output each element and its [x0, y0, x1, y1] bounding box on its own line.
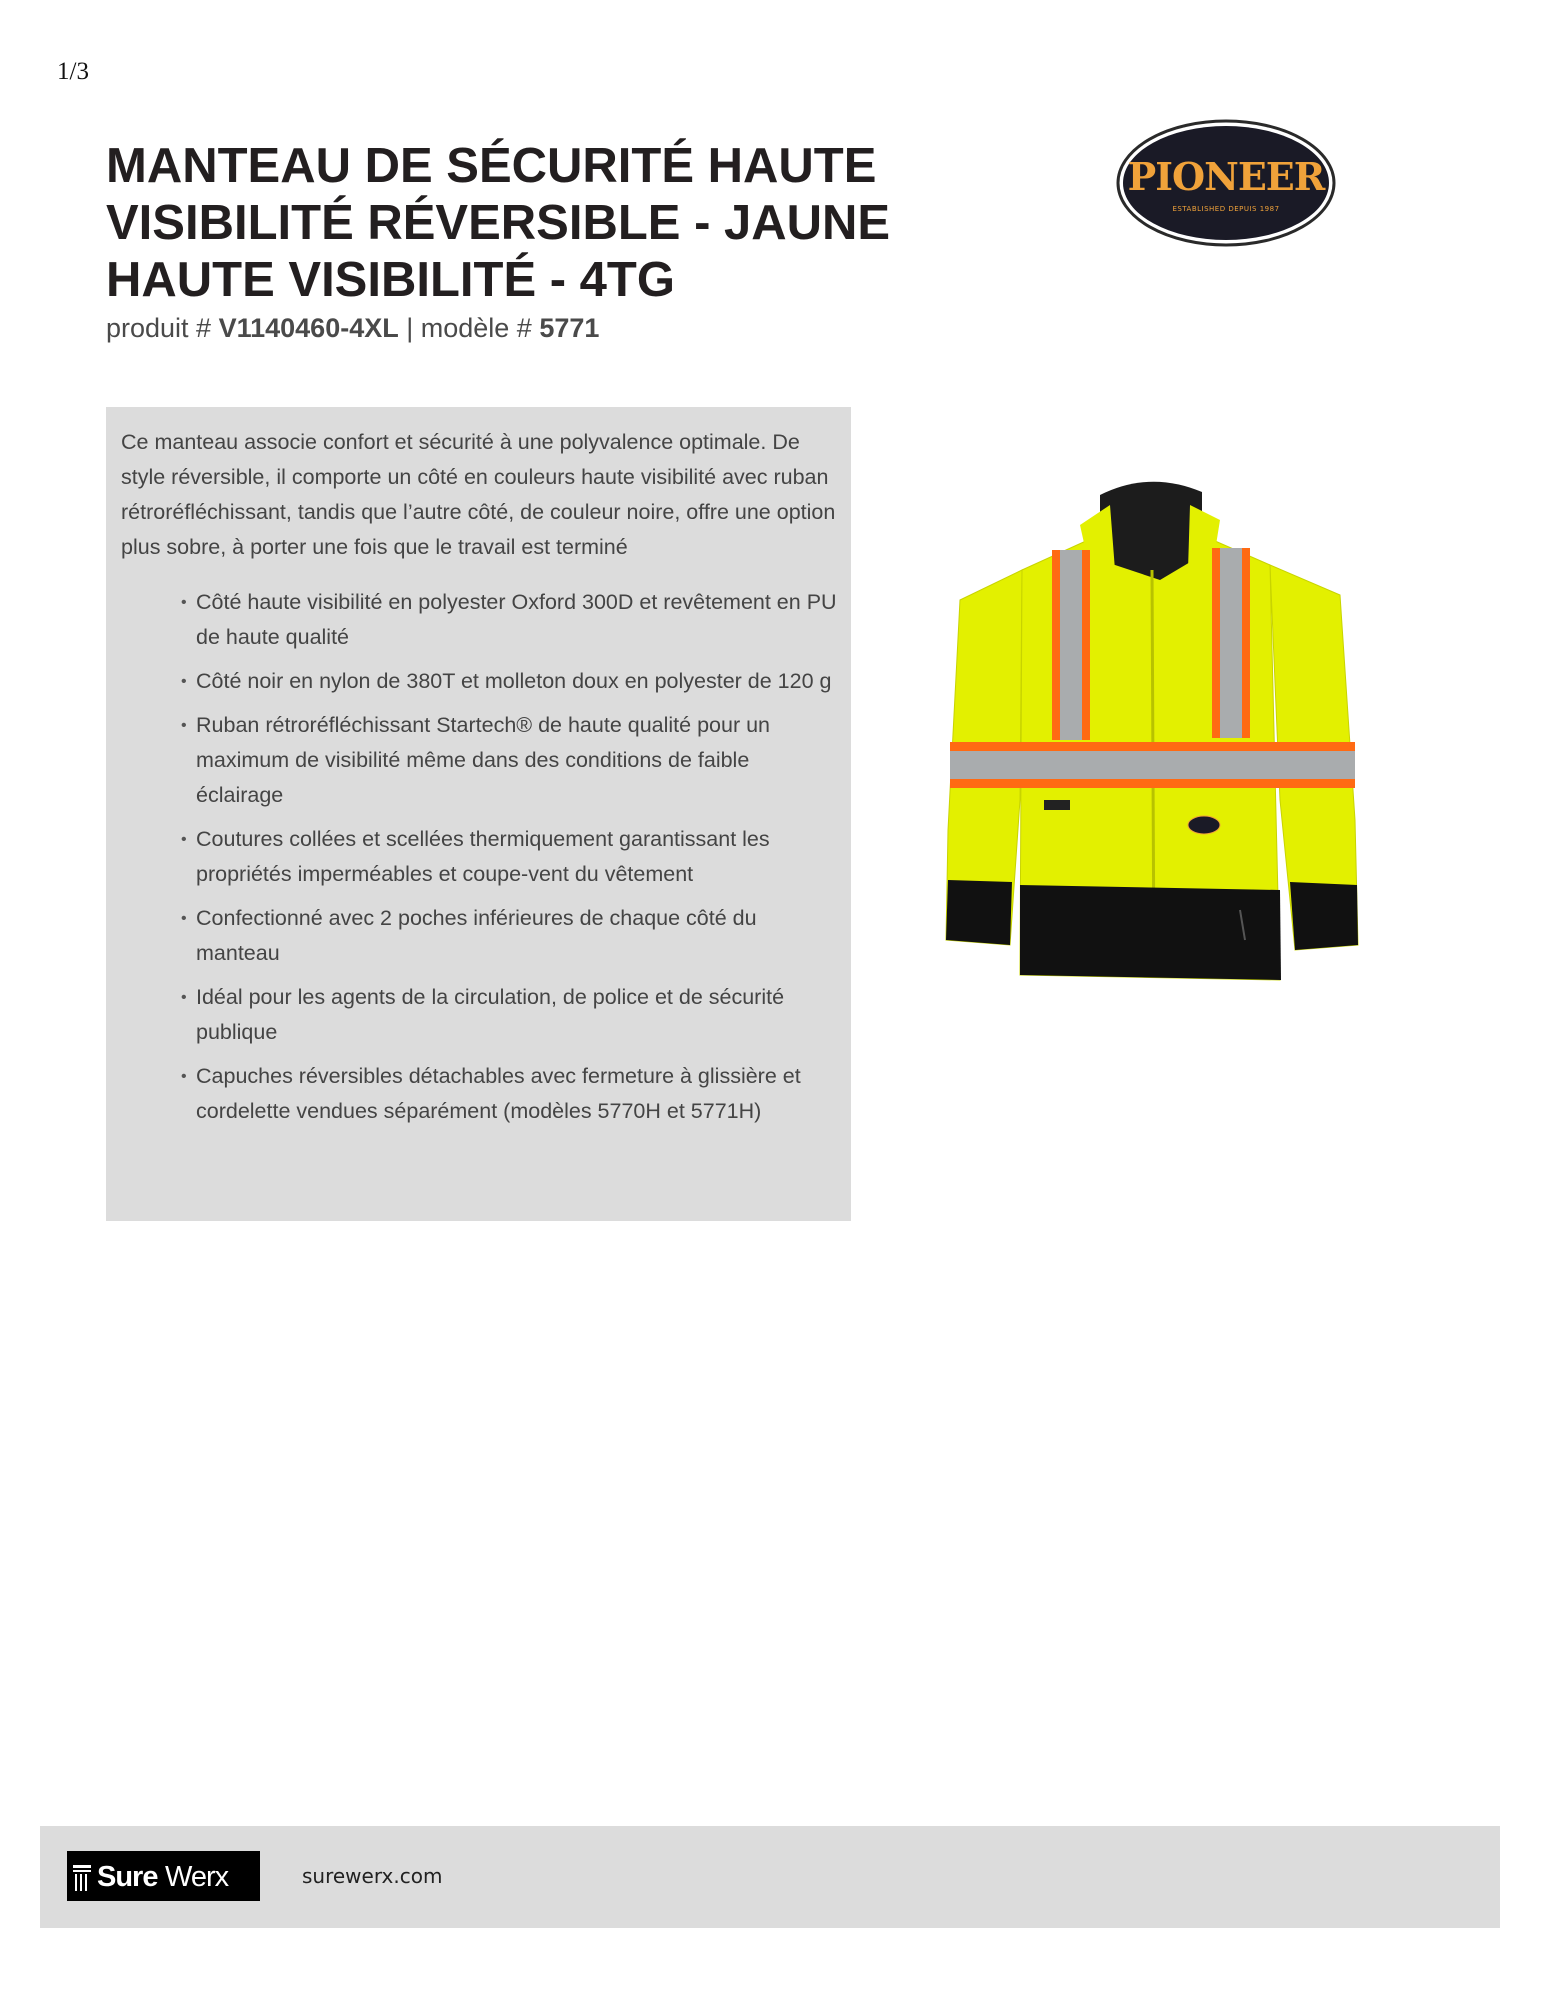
- product-meta: [106, 313, 599, 344]
- surewerx-logo: [67, 1851, 260, 1901]
- bullet: •: [181, 717, 187, 734]
- feature-item: [181, 708, 837, 813]
- feature-item: [181, 1059, 837, 1129]
- description-intro: Ce manteau associe confort et sécurité à une polyvalence optimale. De style réversible, il comporte un côté en couleurs haute visibilité avec ruban rétroréfléchissant, tandis que l’autre côté, de couleur noire, offre une option plus sobre, à porter une fois que le travail est terminé: [121, 430, 836, 559]
- feature-item: [181, 664, 837, 699]
- feature-text: Côté noir en nylon de 380T et molleton doux en polyester de 120 g: [196, 669, 832, 693]
- svg-text:Werx: Werx: [165, 1861, 229, 1893]
- bullet: •: [181, 594, 187, 611]
- footer: [40, 1826, 1500, 1928]
- description-box: [106, 407, 851, 1221]
- product-number-label: produit #: [106, 313, 219, 343]
- feature-item: [181, 901, 837, 971]
- feature-text: Idéal pour les agents de la circulation, de police et de sécurité publique: [196, 985, 785, 1044]
- model-number-label: modèle #: [420, 313, 540, 343]
- feature-item: [181, 585, 837, 655]
- bullet: •: [181, 989, 187, 1006]
- hi-vis-jacket-image: [940, 470, 1360, 1000]
- bullet: •: [181, 831, 187, 848]
- product-title: MANTEAU DE SÉCURITÉ HAUTE VISIBILITÉ RÉVERSIBLE - JAUNE HAUTE VISIBILITÉ - 4TG: [106, 139, 891, 307]
- pioneer-logo: [1115, 118, 1337, 248]
- feature-text: Côté haute visibilité en polyester Oxford 300D et revêtement en PU de haute qualité: [196, 590, 837, 649]
- feature-text: Capuches réversibles détachables avec fermeture à glissière et cordelette vendues séparément (modèles 5770H et 5771H): [196, 1064, 801, 1123]
- meta-separator: |: [398, 313, 421, 343]
- svg-text:ESTABLISHED DEPUIS 1987: ESTABLISHED DEPUIS 1987: [1172, 205, 1280, 213]
- svg-text:Sure: Sure: [97, 1861, 158, 1893]
- feature-list: [121, 585, 837, 1129]
- bullet: •: [181, 910, 187, 927]
- footer-url[interactable]: surewerx.com: [302, 1864, 443, 1888]
- model-number: 5771: [539, 313, 600, 343]
- product-number: V1140460-4XL: [218, 313, 399, 343]
- bullet: •: [181, 673, 187, 690]
- feature-text: Confectionné avec 2 poches inférieures de chaque côté du manteau: [196, 906, 757, 965]
- feature-item: [181, 980, 837, 1050]
- bullet: •: [181, 1068, 187, 1085]
- feature-item: [181, 822, 837, 892]
- svg-text:PIONEER: PIONEER: [1127, 154, 1325, 199]
- page-number: 1/3: [57, 58, 89, 85]
- feature-text: Ruban rétroréfléchissant Startech® de haute qualité pour un maximum de visibilité même dans des conditions de faible éclairage: [196, 713, 771, 807]
- feature-text: Coutures collées et scellées thermiquement garantissant les propriétés imperméables et coupe-vent du vêtement: [196, 827, 770, 886]
